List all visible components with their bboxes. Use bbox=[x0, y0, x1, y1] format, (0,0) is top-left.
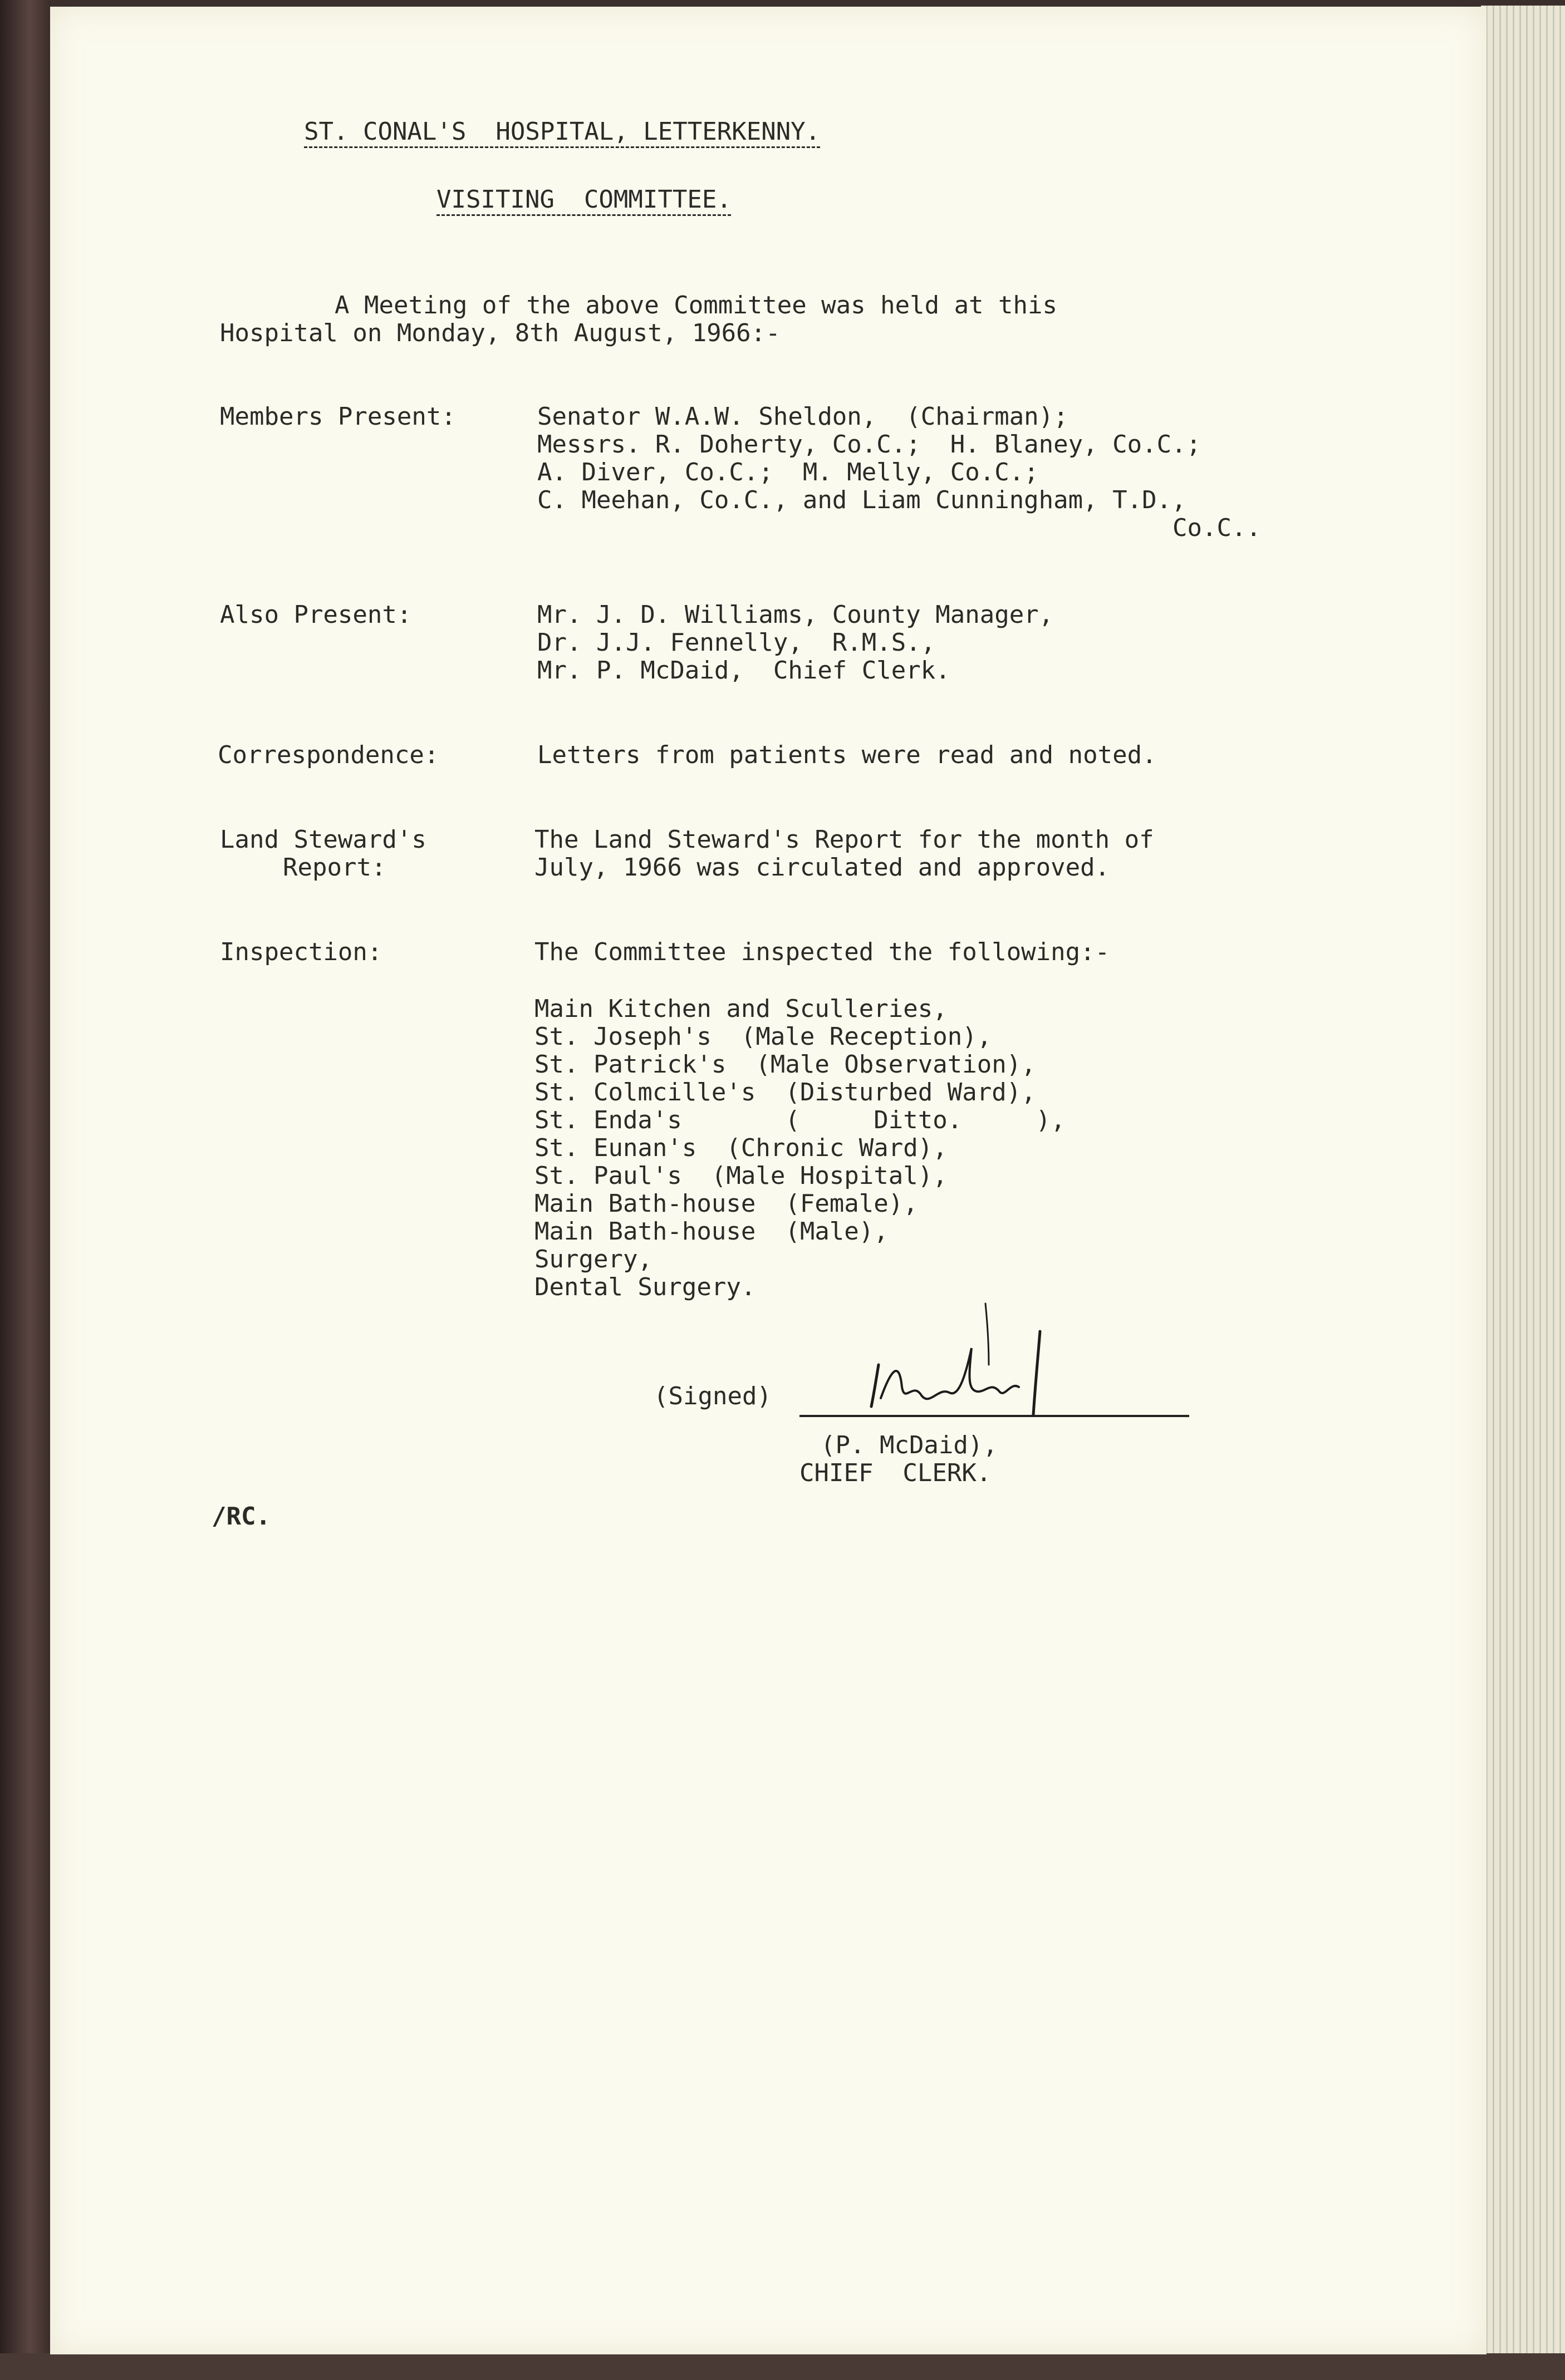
signatory-title: CHIEF CLERK. bbox=[799, 1459, 992, 1487]
signatory-name: (P. McDaid), bbox=[821, 1431, 998, 1459]
correspondence-text: Letters from patients were read and noted. bbox=[537, 741, 1157, 769]
members-line: C. Meehan, Co.C., and Liam Cunningham, T.D., bbox=[537, 486, 1186, 514]
signed-label: (Signed) bbox=[654, 1382, 772, 1410]
document-subtitle: VISITING COMMITTEE. bbox=[436, 185, 732, 214]
members-line: Co.C.. bbox=[1172, 514, 1261, 542]
intro-line-1: A Meeting of the above Committee was held at this bbox=[335, 291, 1058, 319]
also-present-line: Dr. J.J. Fennelly, R.M.S., bbox=[537, 628, 936, 657]
inspection-item: Surgery, bbox=[534, 1245, 653, 1273]
inspection-item: Main Bath-house (Male), bbox=[534, 1217, 889, 1246]
inspection-item: Main Bath-house (Female), bbox=[534, 1189, 918, 1218]
document-title: ST. CONAL'S HOSPITAL, LETTERKENNY. bbox=[304, 117, 821, 146]
intro-line-2: Hospital on Monday, 8th August, 1966:- bbox=[220, 319, 781, 347]
bottom-edge bbox=[0, 2353, 1565, 2380]
also-present-label: Also Present: bbox=[220, 601, 412, 629]
land-steward-text: July, 1966 was circulated and approved. bbox=[534, 853, 1110, 882]
handwritten-signature bbox=[818, 1298, 1108, 1426]
inspection-item: St. Paul's (Male Hospital), bbox=[534, 1162, 948, 1190]
inspection-item: St. Eunan's (Chronic Ward), bbox=[534, 1134, 948, 1162]
members-label: Members Present: bbox=[220, 402, 456, 431]
correspondence-label: Correspondence: bbox=[218, 741, 439, 769]
members-line: Senator W.A.W. Sheldon, (Chairman); bbox=[537, 402, 1068, 431]
land-steward-label-2: Report: bbox=[283, 853, 386, 882]
land-steward-label: Land Steward's bbox=[220, 825, 426, 854]
inspection-item: St. Enda's ( Ditto. ), bbox=[534, 1106, 1066, 1134]
typist-initials: /RC. bbox=[212, 1502, 271, 1531]
page-edges bbox=[1481, 6, 1565, 2360]
inspection-item: Dental Surgery. bbox=[534, 1273, 756, 1301]
inspection-item: St. Colmcille's (Disturbed Ward), bbox=[534, 1078, 1036, 1107]
members-line: A. Diver, Co.C.; M. Melly, Co.C.; bbox=[537, 458, 1039, 486]
inspection-intro: The Committee inspected the following:- bbox=[534, 938, 1110, 966]
inspection-label: Inspection: bbox=[220, 938, 382, 966]
document-page bbox=[50, 7, 1486, 2354]
also-present-line: Mr. J. D. Williams, County Manager, bbox=[537, 601, 1054, 629]
members-line: Messrs. R. Doherty, Co.C.; H. Blaney, Co.C.; bbox=[537, 430, 1201, 459]
land-steward-text: The Land Steward's Report for the month of bbox=[534, 825, 1154, 854]
inspection-item: St. Joseph's (Male Reception), bbox=[534, 1022, 992, 1051]
inspection-item: St. Patrick's (Male Observation), bbox=[534, 1050, 1036, 1079]
book-spine bbox=[0, 0, 50, 2380]
inspection-item: Main Kitchen and Sculleries, bbox=[534, 995, 948, 1023]
also-present-line: Mr. P. McDaid, Chief Clerk. bbox=[537, 656, 950, 685]
